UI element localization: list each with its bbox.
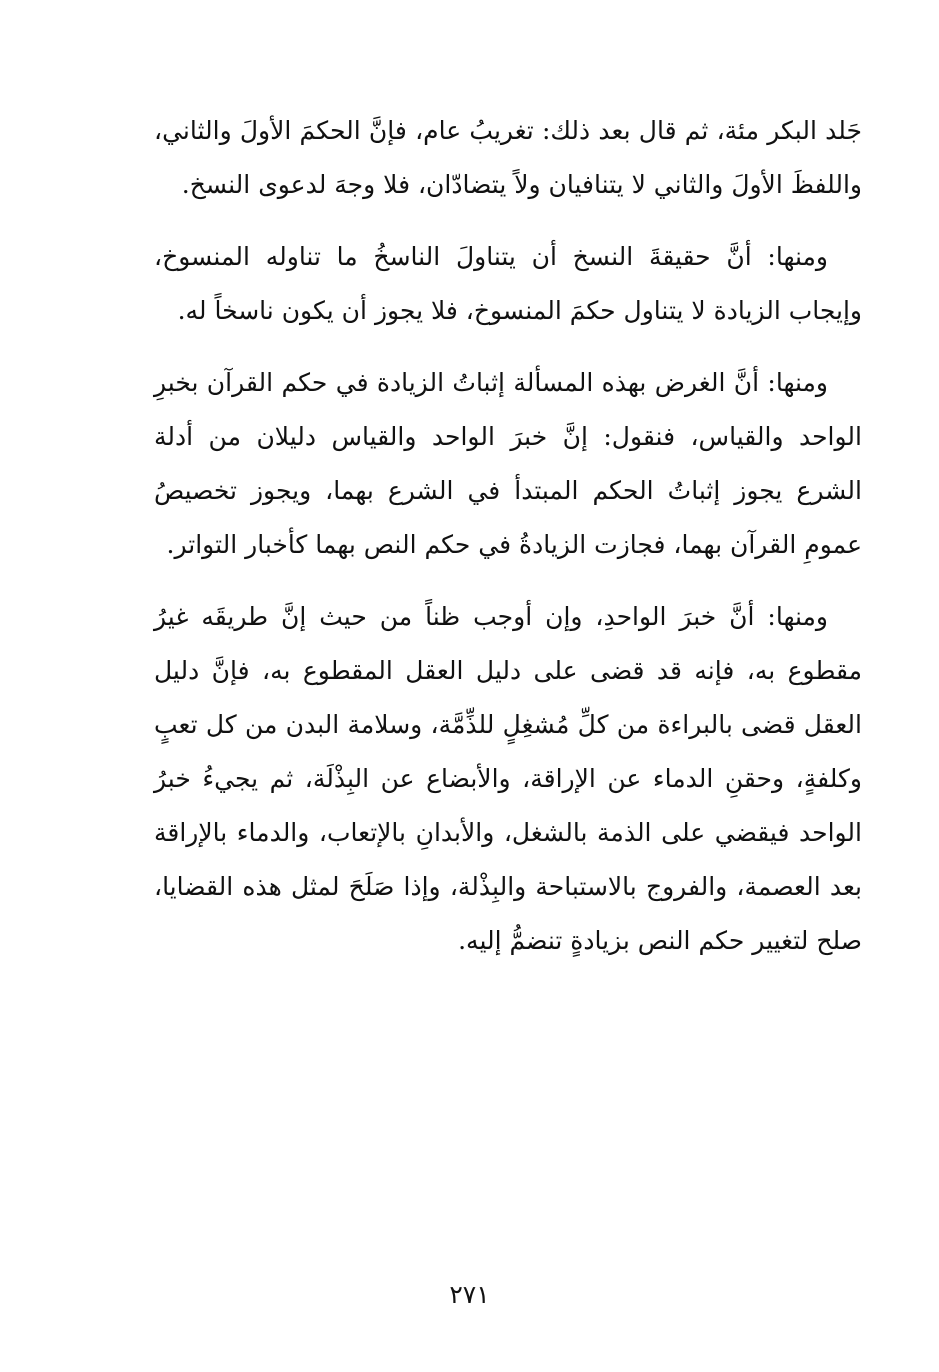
paragraph-4: ومنها: أنَّ خبرَ الواحدِ، وإن أوجب ظناً من حيث إنَّ طريقَه غيرُ مقطوع به، فإنه قد قضى على دليل العقل المقطوع به، فإنَّ دليل العقل قضى بالبراءة من كلِّ مُشغِلٍ للذِّمَّة، وسلامة البدن من كل تعبٍ وكلفةٍ، وحقنِ الدماء عن الإراقة، والأبضاع عن البِذْلَة، ثم يجيءُ خبرُ الواحد فيقضي على الذمة بالشغل، والأبدانِ بالإتعاب، والدماء بالإراقة بعد العصمة، والفروج بالاستباحة والبِذْلة، وإذا صَلَحَ لمثل هذه القضايا، صلح لتغيير حكم النص بزيادةٍ تنضمُّ إليه. [154,602,862,955]
paragraph-3: ومنها: أنَّ الغرض بهذه المسألة إثباتُ الزيادة في حكم القرآن بخبرِ الواحد والقياس، فنقول: إنَّ خبرَ الواحد والقياس دليلان من أدلة الشرع يجوز إثباتُ الحكم المبتدأ في الشرع بهما، ويجوز تخصيصُ عمومِ القرآن بهما، فجازت الزيادةُ في حكم النص بهما كأخبار التواتر. [154,368,862,559]
paragraph-1: جَلد البكر مئة، ثم قال بعد ذلك: تغريبُ عام، فإنَّ الحكمَ الأولَ والثاني، واللفظَ الأولَ والثاني لا يتنافيان ولاً يتضادّان، فلا وجهَ لدعوى النسخ. [154,116,862,199]
body-text [154,104,862,986]
paragraph-2: ومنها: أنَّ حقيقةَ النسخ أن يتناولَ الناسخُ ما تناوله المنسوخ، وإيجاب الزيادة لا يتناول حكمَ المنسوخ، فلا يجوز أن يكون ناسخاً له. [154,242,862,325]
page-number: ٢٧١ [449,1280,490,1309]
